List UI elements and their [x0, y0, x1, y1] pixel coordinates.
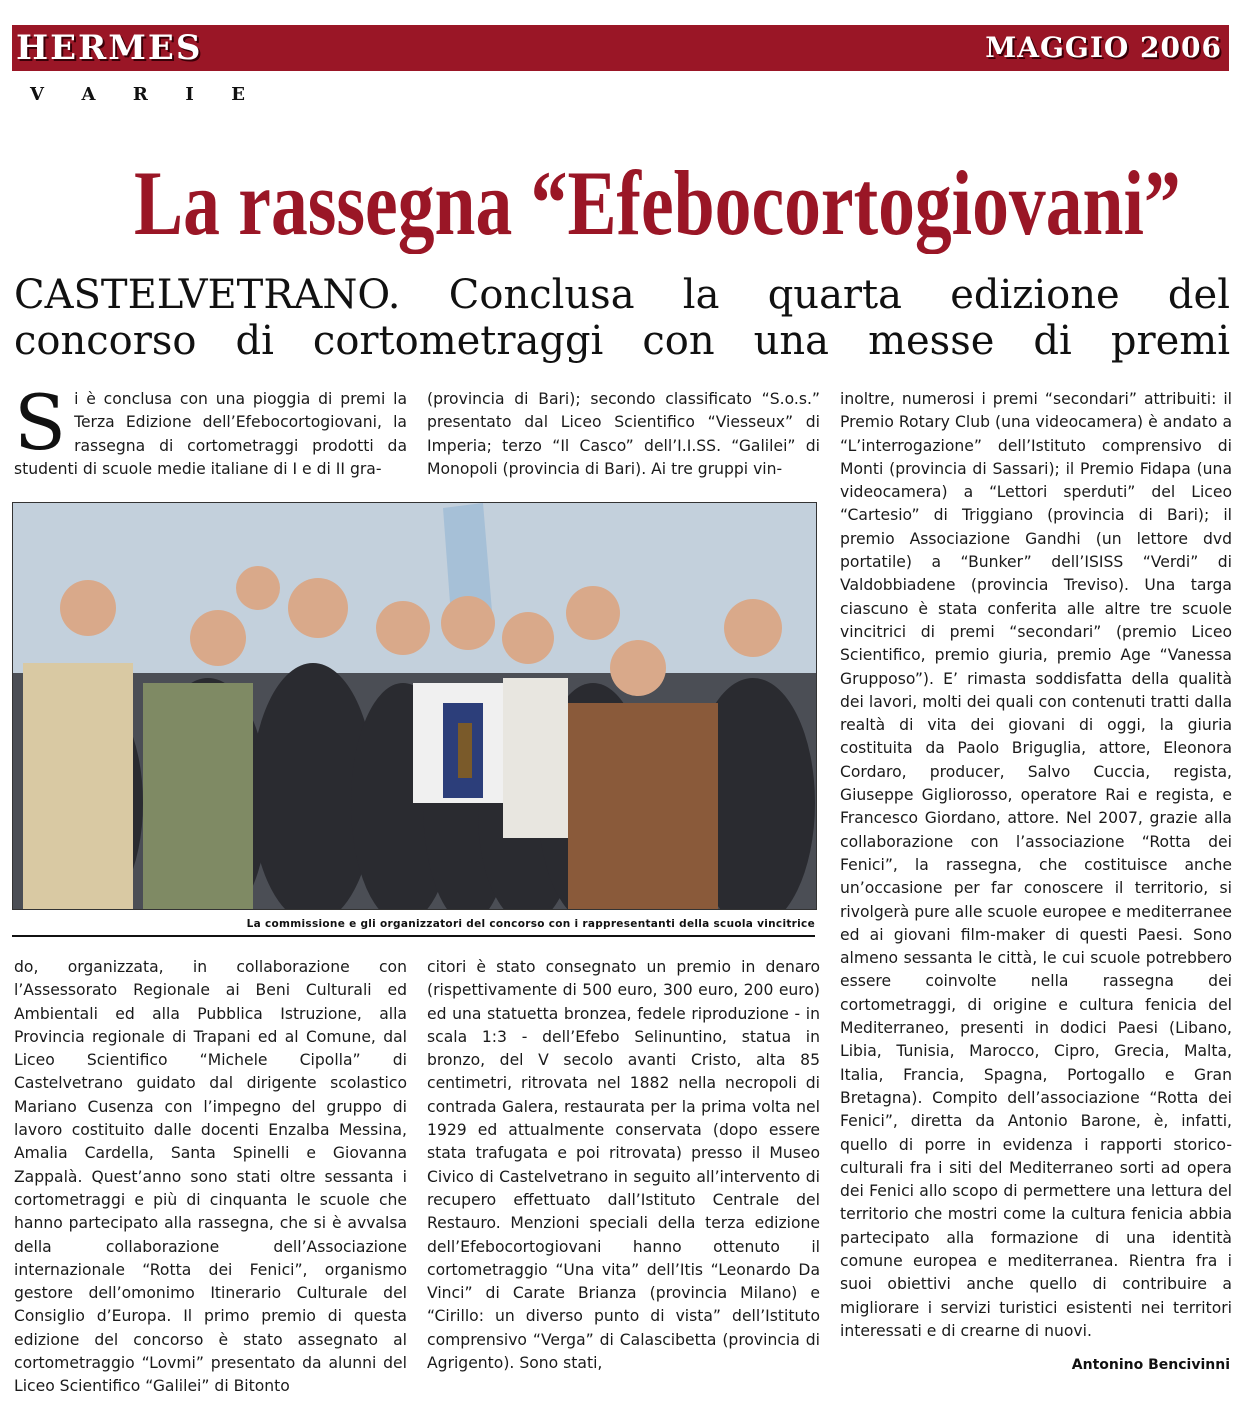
section-label-letter: R: [132, 84, 148, 105]
column-3: inoltre, numerosi i premi “secondari” attribuiti: il Premio Rotary Club (una videocamera) è andato a “L’interrogazione” dell’Istituto comprensivo di Monti (provincia di Sassari); il Premio Fidapa (una videocamera) a “Lettori sperduti” del Liceo “Cartesio” di Triggiano (provincia di Bari); il premio Associazione Gandhi (un lettore dvd portatile) a “Bunker” dell’ISISS “Verdi” di Valdobbiadene (provincia Treviso). Una targa ciascuno è stata conferita alle altre tre scuole vincitrici di premi “secondari” (premio Liceo Scientifico, premio giuria, premio Age “Vanessa Grupposo”). E’ rimasta soddisfatta della qualità dei lavori, molti dei quali con contenuti tratti dalla realtà di vita dei giovani di oggi, la giuria costituita da Paolo Briguglia, attore, Eleonora Cordaro, producer, Salvo Cuccia, regista, Giuseppe Gigliorosso, operatore Rai e regista, e Francesco Giordano, attore. Nel 2007, grazie alla collaborazione con l’associazione “Rotta dei Fenici”, la rassegna, che costituisce anche un’occasione per far conoscere il territorio, si rivolgerà pure alle scuole europee e mediterranee ed ai giovani film-maker di questi Paesi. Sono almeno sessanta le città, le cui scuole potrebbero essere coinvolte nella rassegna dei cortometraggi, di origine e cultura fenicia del Mediterraneo, presenti in dodici Paesi (Libano, Libia, Tunisia, Marocco, Cipro, Grecia, Malta, Italia, Francia, Spagna, Portogallo e Gran Bretagna). Compito dell’associazione “Rotta dei Fenici”, diretta da Antonio Barone, è, infatti, quello di porre in evidenza i rapporti storico-culturali fra i siti del Mediterraneo sorti ad opera dei Fenici allo scopo di permettere una lettura del territorio che mostri come la cultura fenicia abbia partecipato alla formazione di una identità comune europea e mediterranea. Rientra fra i suoi obiettivi anche quello di contribuire a migliorare i servizi turistici esistenti nei territori interessati e di crearne di nuovi.: [840, 390, 1233, 1340]
section-label: [30, 84, 245, 105]
article-headline: La rassegna “Efebocortogiovani”: [134, 152, 1181, 254]
article-subhead: CASTELVETRANO. Conclusa la quarta edizione del concorso di cortometraggi con una messe di premi: [14, 272, 1230, 364]
column-2-bottom: citori è stato consegnato un premio in denaro (rispettivamente di 500 euro, 300 euro, 200 euro) ed una statuetta bronzea, fedele riproduzione - in scala 1:3 - dell’Efebo Selinuntino, statua in bronzo, del V secolo avanti Cristo, alta 85 centimetri, ritrovata nel 1882 nella necropoli di contrada Galera, restaurata per la prima volta nel 1929 ed attualmente conservata (dopo essere stata trafugata e poi ritrovata) presso il Museo Civico di Castelvetrano in seguito all’intervento di recupero effettuato dall’Istituto Centrale del Restauro. Menzioni speciali della terza edizione dell’Efebocortogiovani hanno ottenuto il cortometraggio “Una vita” dell’Itis “Leonardo Da Vinci” di Carate Brianza (provincia Milano) e “Cirillo: un diverso punto di vista” dell’Istituto comprensivo “Verga” di Calascibetta (provincia di Agrigento). Sono stati,: [427, 958, 820, 1373]
photo-caption: La commissione e gli organizzatori del concorso con i rappresentanti della scuola vincitrice: [246, 918, 815, 930]
column-1-top: [14, 378, 407, 481]
column-2-top: (provincia di Bari); secondo classificato “S.o.s.” presentato dal Liceo Scientifico “Viesseux” di Imperia; terzo “Il Casco” dell’I.I.SS. “Galilei” di Monopoli (provincia di Bari). Ai tre gruppi vin-: [427, 390, 820, 478]
group-photo: [12, 502, 817, 910]
section-label-letter: V: [30, 84, 44, 105]
column-1-top-text: i è conclusa con una pioggia di premi la Terza Edizione dell’Efebocortogiovani, la rassegna di cortometraggi prodotti da studenti di scuole medie italiane di I e di II gra-: [14, 390, 407, 478]
masthead-title: HERMES: [16, 28, 203, 68]
section-label-letter: E: [231, 84, 245, 105]
caption-rule: [12, 935, 815, 937]
group-photo-illustration: [13, 503, 816, 909]
drop-cap: S: [14, 378, 67, 467]
author-byline: Antonino Bencivinni: [1071, 1357, 1230, 1373]
section-label-letter: A: [81, 84, 96, 105]
column-1-bottom: do, organizzata, in collaborazione con l’Assessorato Regionale ai Beni Culturali ed Ambientali ed alla Pubblica Istruzione, alla Provincia regionale di Trapani ed al Comune, dal Liceo Scientifico “Michele Cipolla” di Castelvetrano guidato dal dirigente scolastico Mariano Cusenza con l’impegno del gruppo di lavoro costituito dalle docenti Enzalba Messina, Amalia Cardella, Santa Spinelli e Giovanna Zappalà. Quest’anno sono stati oltre sessanta i cortometraggi e più di cinquanta le scuole che hanno partecipato alla rassegna, che si è avvalsa della collaborazione dell’Associazione internazionale “Rotta dei Fenici”, organismo gestore dell’omonimo Itinerario Culturale del Consiglio d’Europa. Il primo premio di questa edizione del concorso è stato assegnato al cortometraggio “Lovmi” presentato da alunni del Liceo Scientifico “Galilei” di Bitonto: [14, 958, 407, 1396]
issue-date: MAGGIO 2006: [985, 31, 1222, 64]
section-label-letter: I: [185, 84, 194, 105]
